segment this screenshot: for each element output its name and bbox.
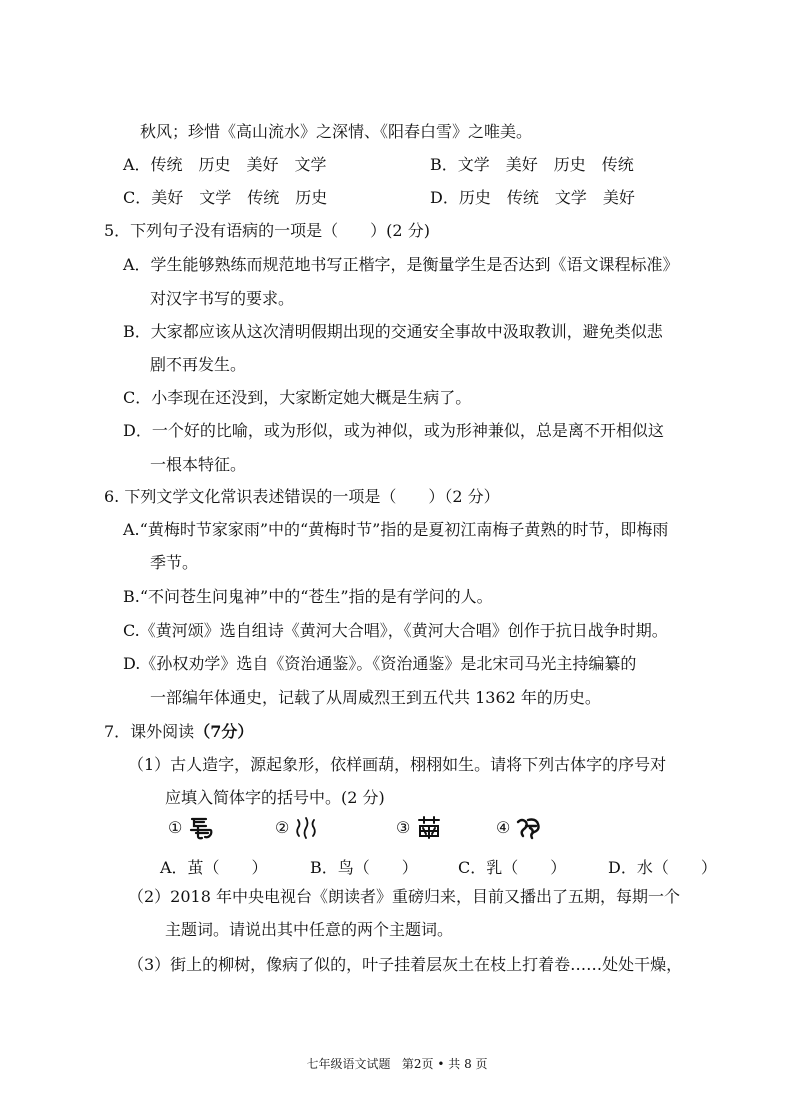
fill-option-b: B．鸟（ ） — [310, 858, 418, 877]
bird-seal-glyph-icon — [188, 816, 214, 840]
q7-part-2: （2）2018 年中央电视台《朗读者》重磅归来，目前又播出了五期，每期一个 — [128, 887, 680, 906]
glyph-number-2: ② — [275, 818, 290, 837]
q4-option-d: D．历史 传统 文学 美好 — [430, 188, 635, 207]
question-7-label: 7．课外阅读 — [104, 722, 195, 741]
page-footer — [0, 1056, 794, 1072]
q5-option-c: C．小李现在还没到，大家断定她大概是生病了。 — [123, 388, 472, 407]
glyph-number-3: ③ — [396, 818, 411, 837]
water-seal-glyph-icon — [295, 816, 317, 840]
q6-option-a-cont: 季节。 — [150, 553, 199, 572]
q6-option-d-cont: 一部编年体通史，记载了从周威烈王到五代共 1362 年的历史。 — [150, 688, 601, 707]
ancient-glyph-4 — [496, 816, 542, 840]
q7-part-1-cont: 应填入简体字的括号中。(2 分) — [165, 788, 385, 807]
footer-title: 七年级语文试题 — [306, 1057, 391, 1071]
cocoon-seal-glyph-icon — [416, 816, 442, 840]
q5-option-a-cont: 对汉字书写的要求。 — [150, 289, 295, 308]
fill-option-d: D．水（ ） — [608, 858, 717, 877]
q5-option-b: B．大家都应该从这次清明假期出现的交通安全事故中汲取教训，避免类似悲 — [123, 322, 663, 341]
q5-option-b-cont: 剧不再发生。 — [150, 355, 247, 374]
milk-seal-glyph-icon — [516, 816, 542, 840]
q5-option-d: D．一个好的比喻，或为形似，或为神似，或为形神兼似，总是离不开相似这 — [123, 421, 664, 440]
ancient-glyph-3 — [396, 816, 442, 840]
q7-part-1: （1）古人造字，源起象形，依样画葫，栩栩如生。请将下列古体字的序号对 — [128, 755, 667, 774]
fill-option-c: C．乳（ ） — [458, 858, 567, 877]
q6-option-c: C.《黄河颂》选自组诗《黄河大合唱》，《黄河大合唱》创作于抗日战争时期。 — [123, 621, 668, 640]
ancient-glyph-1 — [168, 816, 214, 840]
q6-option-d: D.《孙权劝学》选自《资治通鉴》。《资治通鉴》是北宋司马光主持编纂的 — [123, 654, 637, 673]
question-7-score: （7分） — [194, 722, 254, 741]
question-7 — [104, 722, 253, 742]
text-line: 秋风；珍惜《高山流水》之深情、《阳春白雪》之唯美。 — [140, 122, 533, 141]
q4-option-c: C．美好 文学 传统 历史 — [123, 188, 328, 207]
question-6: 6. 下列文学文化常识表述错误的一项是（ ）（2 分） — [104, 487, 500, 506]
q6-option-b: B.“不问苍生问鬼神”中的“苍生”指的是有学问的人。 — [123, 587, 493, 606]
q4-option-a: A．传统 历史 美好 文学 — [123, 155, 327, 174]
q7-part-3: （3）街上的柳树，像病了似的，叶子挂着层灰土在枝上打着卷……处处干燥， — [128, 955, 683, 974]
q5-option-d-cont: 一根本特征。 — [150, 455, 247, 474]
question-5: 5．下列句子没有语病的一项是（ ）(2 分) — [104, 221, 430, 240]
q7-part-2-cont: 主题词。请说出其中任意的两个主题词。 — [165, 920, 454, 939]
q5-option-a: A．学生能够熟练而规范地书写正楷字，是衡量学生是否达到《语文课程标准》 — [123, 255, 679, 274]
fill-option-a: A．茧（ ） — [160, 858, 268, 877]
glyph-number-1: ① — [168, 818, 183, 837]
q4-option-b: B．文学 美好 历史 传统 — [430, 155, 634, 174]
glyph-number-4: ④ — [496, 818, 511, 837]
q6-option-a: A.“黄梅时节家家雨”中的“黄梅时节”指的是夏初江南梅子黄熟的时节，即梅雨 — [123, 520, 669, 539]
ancient-glyph-2 — [275, 816, 317, 840]
footer-page-number: 第2页 • 共 8 页 — [401, 1057, 488, 1071]
